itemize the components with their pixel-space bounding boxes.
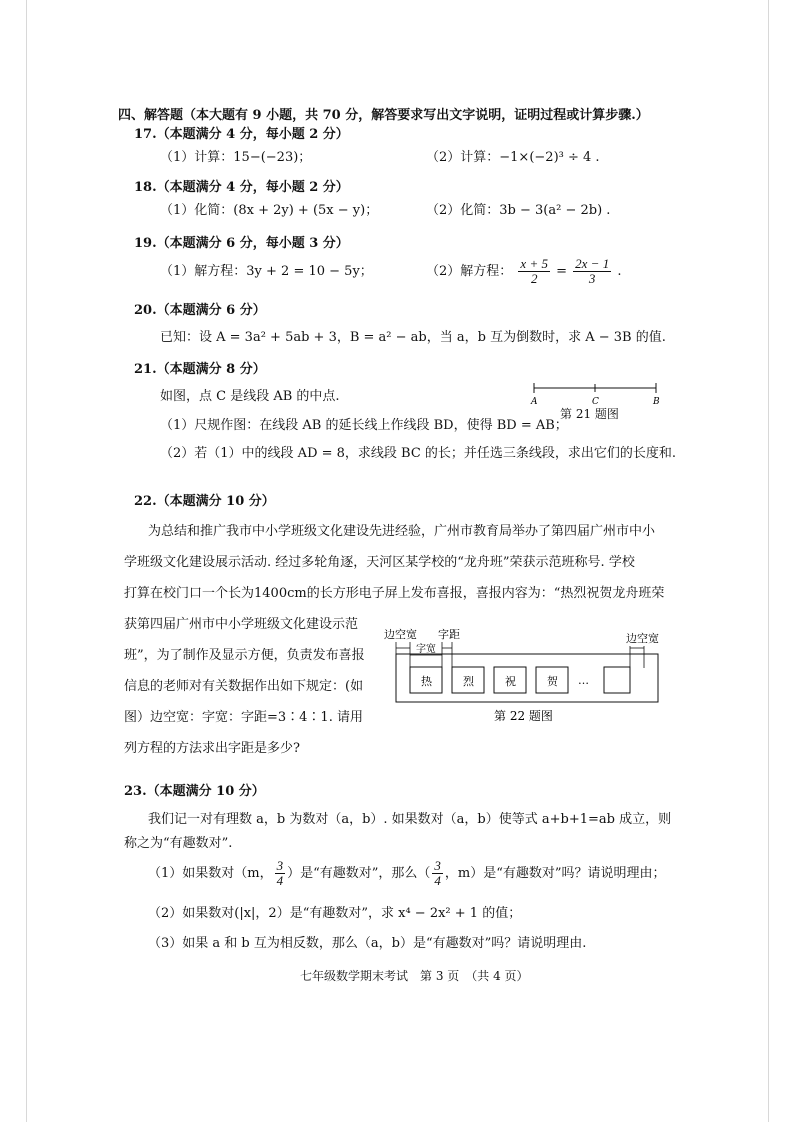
q22-line2: 学班级文化建设展示活动. 经过多轮角逐，天河区某学校的“龙舟班”荣获示范班称号. 学校 bbox=[124, 555, 635, 570]
period: . bbox=[617, 264, 622, 279]
fraction-denominator: 4 bbox=[434, 873, 441, 888]
q17-part2: （2）计算：−1×(−2)³ ÷ 4 . bbox=[426, 150, 600, 165]
q19-part1: （1）解方程：3y + 2 = 10 − 5y； bbox=[160, 264, 373, 279]
equals-sign: = bbox=[556, 264, 568, 279]
section-header: 四、解答题（本大题有 9 小题，共 70 分，解答要求写出文字说明，证明过程或计算步骤.） bbox=[118, 108, 649, 123]
q22-title: 22.（本题满分 10 分） bbox=[134, 494, 275, 509]
q23-part1-a: （1）如果数对（m， bbox=[148, 866, 273, 881]
fraction-numerator: 3 bbox=[276, 858, 284, 873]
q18-title: 18.（本题满分 4 分，每小题 2 分） bbox=[134, 180, 349, 195]
fraction-three-quarters bbox=[432, 859, 443, 888]
q22-line5: 班”，为了制作及显示方便，负责发布喜报 bbox=[124, 648, 365, 663]
q23-part1-b: ）是“有趣数对”，那么（ bbox=[287, 866, 431, 881]
q23-part3: （3）如果 a 和 b 互为相反数，那么（a，b）是“有趣数对”吗？请说明理由. bbox=[148, 936, 587, 951]
q22-line4: 获第四届广州市中小学班级文化建设示范 bbox=[124, 617, 359, 632]
label-char-gap: 字距 bbox=[438, 628, 460, 641]
q21-part1: （1）尺规作图：在线段 AB 的延长线上作线段 BD，使得 BD = AB； bbox=[160, 418, 568, 433]
q17-title: 17.（本题满分 4 分，每小题 2 分） bbox=[134, 127, 349, 142]
ellipsis: … bbox=[578, 674, 589, 687]
fraction-numerator: 3 bbox=[434, 858, 441, 873]
q21-fig-caption: 第 21 题图 bbox=[560, 407, 619, 421]
q23-part1 bbox=[148, 854, 666, 894]
q18-part2: （2）化简：3b − 3(a² − 2b) . bbox=[426, 203, 611, 218]
q23-part2: （2）如果数对(|x|，2）是“有趣数对”，求 x⁴ − 2x² + 1 的值； bbox=[148, 906, 522, 921]
q21-part2: （2）若（1）中的线段 AD = 8，求线段 BC 的长；并任选三条线段，求出它们的长度和. bbox=[160, 446, 677, 461]
char-box-last bbox=[604, 667, 630, 693]
label-b: B bbox=[653, 397, 660, 407]
q22-line8: 列方程的方法求出字距是多少? bbox=[124, 741, 300, 756]
fraction-denominator: 3 bbox=[588, 271, 596, 286]
fraction-denominator: 4 bbox=[276, 873, 284, 888]
q22-line1: 为总结和推广我市中小学班级文化建设先进经验，广州市教育局举办了第四届广州市中小 bbox=[148, 524, 656, 539]
paper-left-edge bbox=[26, 0, 27, 1122]
q23-intro2: 称之为“有趣数对”. bbox=[124, 836, 233, 851]
q19-title: 19.（本题满分 6 分，每小题 3 分） bbox=[134, 236, 349, 251]
q18-part1: （1）化简：(8x + 2y) + (5x − y)； bbox=[160, 203, 379, 218]
fraction-three-quarters bbox=[275, 859, 286, 888]
label-a: A bbox=[531, 397, 538, 407]
q19-left-fraction bbox=[518, 257, 550, 286]
q20-title: 20.（本题满分 6 分） bbox=[134, 303, 266, 318]
char-4: 贺 bbox=[547, 675, 558, 688]
char-1: 热 bbox=[421, 675, 432, 688]
q19-right-fraction bbox=[573, 257, 611, 286]
q19-part2 bbox=[426, 252, 621, 292]
q23-part1-c: ，m）是“有趣数对”吗？请说明理由； bbox=[444, 866, 666, 881]
q23-title: 23.（本题满分 10 分） bbox=[124, 784, 265, 799]
q23-intro1: 我们记一对有理数 a，b 为数对（a，b）. 如果数对（a，b）使等式 a+b+1=ab 成立，则 bbox=[148, 812, 672, 827]
q22-line7: 图）边空宽：字宽：字距=3∶4∶1. 请用 bbox=[124, 710, 363, 725]
q22-fig-caption: 第 22 题图 bbox=[494, 709, 553, 723]
q22-line3: 打算在校门口一个长为1400cm的长方形电子屏上发布喜报，喜报内容为：“热烈祝贺龙舟班荣 bbox=[124, 586, 665, 601]
fraction-denominator: 2 bbox=[530, 271, 538, 286]
q22-line6: 信息的老师对有关数据作出如下规定：(如 bbox=[124, 679, 364, 694]
paper-right-edge bbox=[768, 0, 769, 1122]
label-margin-right: 边空宽 bbox=[626, 632, 659, 645]
q17-part1: （1）计算：15−(−23)； bbox=[160, 150, 312, 165]
q19-part2-prefix: （2）解方程： bbox=[426, 264, 513, 279]
label-c: C bbox=[592, 397, 599, 407]
fraction-numerator: 2x − 1 bbox=[575, 256, 610, 271]
fraction-numerator: x + 5 bbox=[520, 256, 548, 271]
label-margin-left: 边空宽 bbox=[384, 628, 417, 641]
char-2: 烈 bbox=[463, 675, 474, 688]
screen-frame bbox=[396, 654, 658, 702]
char-3: 祝 bbox=[505, 675, 516, 688]
label-char-width: 字宽 bbox=[416, 644, 436, 655]
q22-figure bbox=[382, 624, 682, 724]
page-footer: 七年级数学期末考试 第 3 页 （共 4 页） bbox=[300, 969, 529, 983]
q20-body: 已知：设 A = 3a² + 5ab + 3，B = a² − ab，当 a，b 互为倒数时，求 A − 3B 的值. bbox=[160, 330, 666, 345]
q21-intro: 如图，点 C 是线段 AB 的中点. bbox=[160, 389, 340, 404]
q21-title: 21.（本题满分 8 分） bbox=[134, 362, 266, 377]
